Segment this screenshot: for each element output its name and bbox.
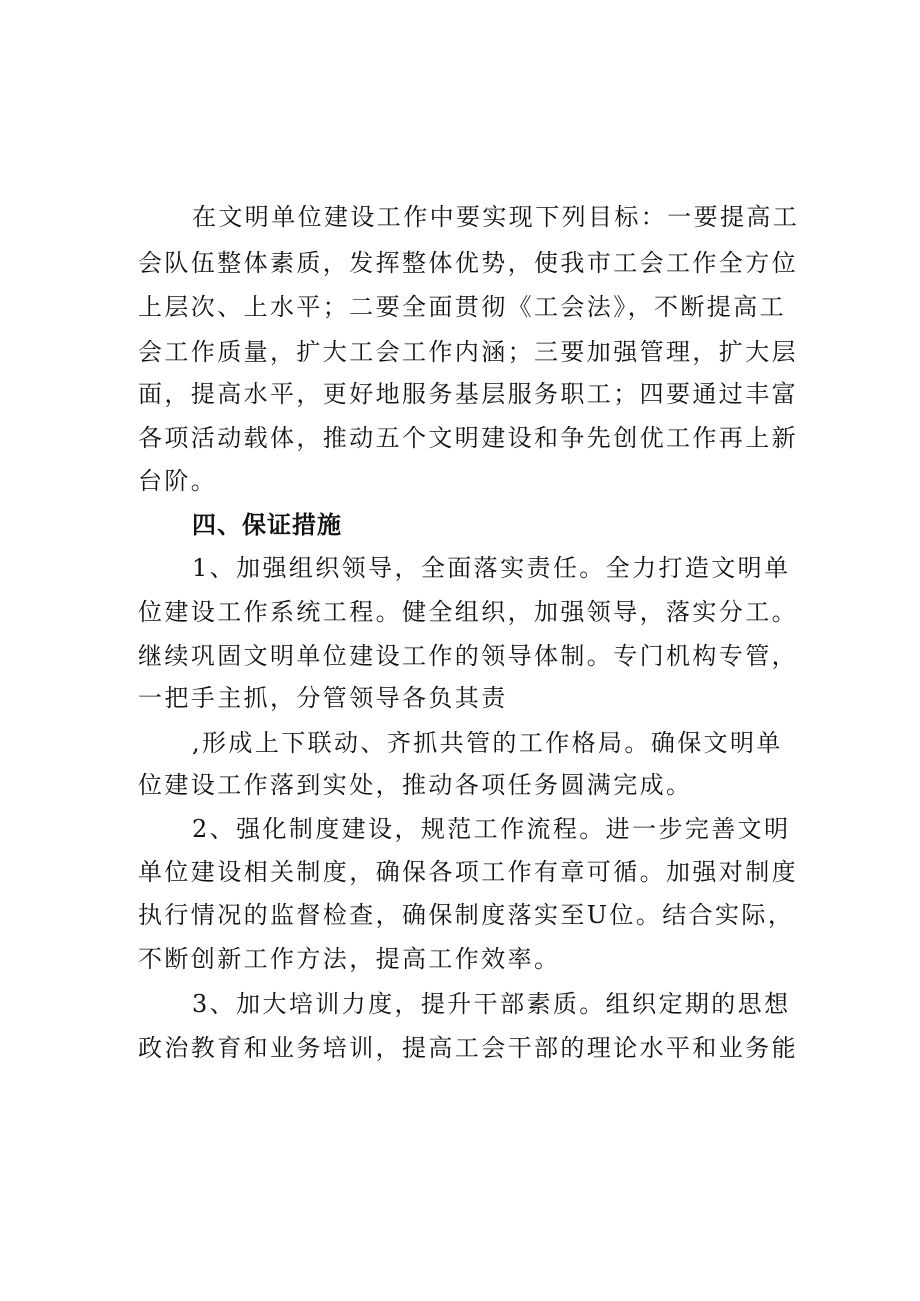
paragraph-line: 1、加强组织领导，全面落实责任。全力打造文明单 — [192, 554, 791, 582]
paragraph-line: 各项活动载体，推动五个文明建设和争先创优工作再上新 — [138, 424, 798, 452]
section-heading: 四、保证措施 — [192, 511, 342, 539]
paragraph-line: 会工作质量，扩大工会工作内涵；三要加强管理，扩大层 — [138, 338, 798, 366]
paragraph-line: 一把手主抓，分管领导各负其责 — [138, 684, 508, 712]
paragraph-line: 2、强化制度建设，规范工作流程。进一步完善文明 — [192, 815, 791, 843]
paragraph-line: 单位建设相关制度，确保各项工作有章可循。加强对制度 — [138, 858, 798, 886]
paragraph-line: 3、加大培训力度，提升干部素质。组织定期的思想 — [192, 990, 791, 1018]
paragraph-line: 会队伍整体素质，发挥整体优势，使我市工会工作全方位 — [138, 249, 798, 277]
paragraph-line: 在文明单位建设工作中要实现下列目标：一要提高工 — [192, 203, 800, 231]
paragraph-line: 不断创新工作方法，提高工作效率。 — [138, 945, 561, 973]
paragraph-line: 台阶。 — [138, 467, 218, 495]
paragraph-line: 继续巩固文明单位建设工作的领导体制。专门机构专管， — [138, 642, 798, 670]
paragraph-line: 政治教育和业务培训，提高工会干部的理论水平和业务能 — [138, 1034, 798, 1062]
paragraph-line: 上层次、上水平；二要全面贯彻《工会法》，不断提高工 — [138, 293, 786, 321]
paragraph-line: ,形成上下联动、齐抓共管的工作格局。确保文明单 — [192, 729, 783, 757]
paragraph-line: 位建设工作系统工程。健全组织，加强领导，落实分工。 — [138, 598, 798, 626]
paragraph-line: 执行情况的监督检查，确保制度落实至U位。结合实际， — [138, 901, 795, 929]
paragraph-line: 位建设工作落到实处，推动各项任务圆满完成。 — [138, 771, 693, 799]
paragraph-line: 面，提高水平，更好地服务基层服务职工；四要通过丰富 — [138, 380, 798, 408]
